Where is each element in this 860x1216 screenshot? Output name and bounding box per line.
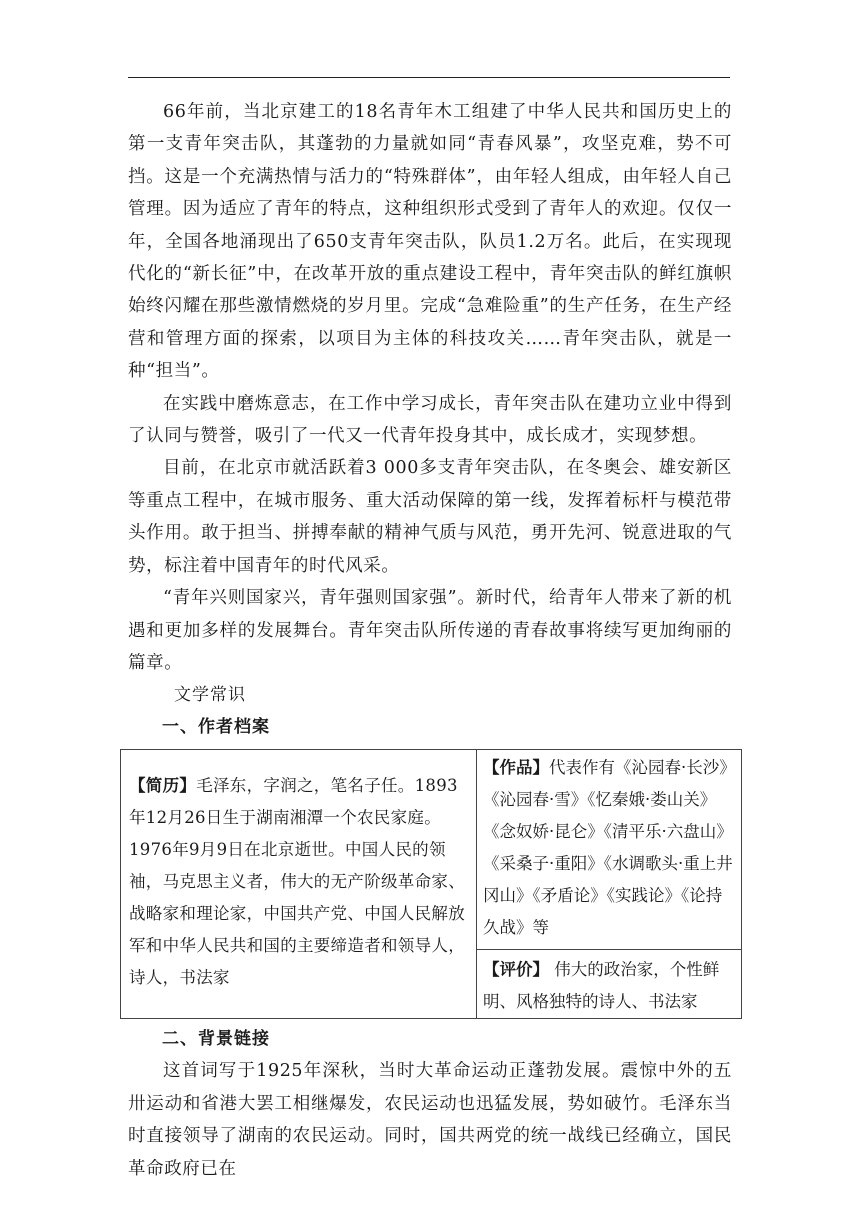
- document-body: [128, 96, 732, 1185]
- paragraph-4: “青年兴则国家兴，青年强则国家强”。新时代，给青年人带来了新的机遇和更加多样的发展舞台。青年突击队所传递的青春故事将续写更加绚丽的篇章。: [128, 588, 732, 673]
- author-profile-table: [120, 749, 742, 1019]
- heading-background: 二、背景链接: [162, 1029, 270, 1050]
- works-text: 代表作有《沁园春·长沙》《沁园春·雪》《忆秦娥·娄山关》《念奴娇·昆仑》《清平乐·六盘山》《采桑子·重阳》《水调歌头·重上井冈山》《矛盾论》《实践论》《论持久战》等: [483, 758, 733, 938]
- author-works-cell: [477, 750, 741, 950]
- works-tag: 【作品】: [483, 758, 549, 778]
- eval-text: 伟大的政治家，个性鲜明、风格独特的诗人、书法家: [483, 960, 720, 1012]
- bio-tag: 【简历】: [129, 776, 197, 796]
- eval-tag: 【评价】: [483, 960, 549, 980]
- paragraph-2: 在实践中磨炼意志，在工作中学习成长，青年突击队在建功立业中得到了认同与赞誉，吸引了一代又一代青年投身其中，成长成才，实现梦想。: [128, 393, 732, 447]
- author-bio-cell: [121, 750, 477, 1018]
- author-right-column: [477, 750, 741, 1018]
- background-paragraph: 这首词写于1925年深秋，当时大革命运动正蓬勃发展。震惊中外的五卅运动和省港大罢工相继爆发，农民运动也迅猛发展，势如破竹。毛泽东当时直接领导了湖南的农民运动。同时，国共两党的统一战线已经确立，国民革命政府已在: [128, 1061, 732, 1179]
- header-rule: [128, 77, 730, 78]
- bio-text: 毛泽东，字润之，笔名子任。1893年12月26日生于湖南湘潭一个农民家庭。1976年9月9日在北京逝世。中国人民的领袖，马克思主义者，伟大的无产阶级革命家、战略家和理论家，中国共产党、中国人民解放军和中华人民共和国的主要缔造者和领导人，诗人，书法家: [129, 776, 465, 988]
- paragraph-1: 66年前，当北京建工的18名青年木工组建了中华人民共和国历史上的第一支青年突击队，其蓬勃的力量就如同“青春风暴”，攻坚克难，势不可挡。这是一个充满热情与活力的“特殊群体”，由年轻人组成，由年轻人自己管理。因为适应了青年的特点，这种组织形式受到了青年人的欢迎。仅仅一年，全国各地涌现出了650支青年突击队，队员1.2万名。此后，在实现现代化的“新长征”中，在改革开放的重点建设工程中，青年突击队的鲜红旗帜始终闪耀在那些激情燃烧的岁月里。完成“急难险重”的生产任务，在生产经营和管理方面的探索，以项目为主体的科技攻关……青年突击队，就是一种“担当”。: [128, 102, 732, 382]
- heading-author-profile: 一、作者档案: [162, 717, 270, 738]
- author-evaluation-cell: [477, 950, 741, 1018]
- section-label: 文学常识: [174, 685, 246, 706]
- paragraph-3: 目前，在北京市就活跃着3 000多支青年突击队，在冬奥会、雄安新区等重点工程中，在城市服务、重大活动保障的第一线，发挥着标杆与模范带头作用。敢于担当、拼搏奉献的精神气质与风范，勇开先河、锐意进取的气势，标注着中国青年的时代风采。: [128, 458, 732, 576]
